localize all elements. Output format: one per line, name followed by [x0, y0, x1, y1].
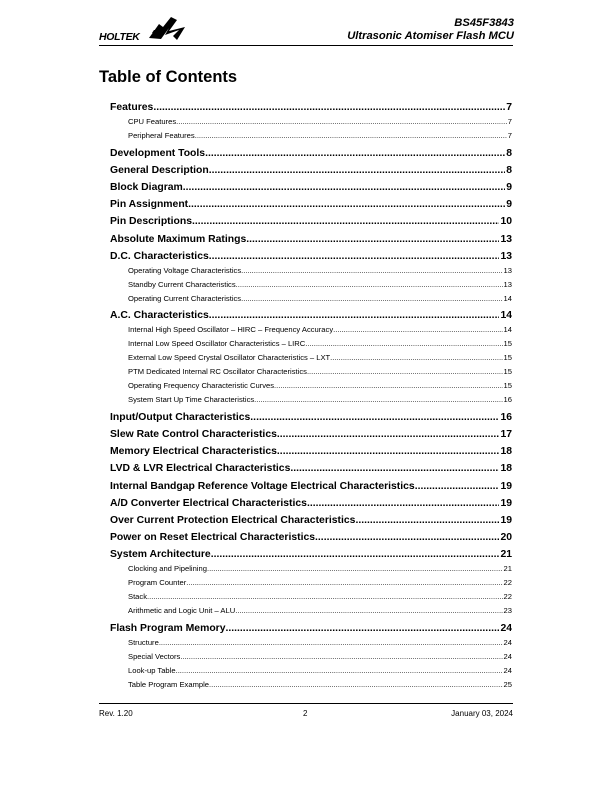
- toc-entry[interactable]: [110, 429, 512, 441]
- toc-entry[interactable]: [128, 265, 512, 277]
- toc-leader-dots: [274, 380, 503, 392]
- product-name: Ultrasonic Atomiser Flash MCU: [347, 29, 514, 42]
- toc-entry[interactable]: [110, 463, 512, 475]
- toc-entry-label: Slew Rate Control Characteristics: [110, 428, 277, 440]
- toc-entry-page: 19: [500, 514, 512, 526]
- brand-text: HOLTEK: [99, 31, 140, 43]
- toc-entry[interactable]: [128, 293, 512, 305]
- toc-entry-page: 24: [503, 637, 512, 647]
- toc-entry[interactable]: [128, 324, 512, 336]
- toc-entry-page: 8: [506, 164, 512, 176]
- holtek-logo: [99, 14, 189, 44]
- toc-leader-dots: [415, 481, 500, 493]
- toc-entry-page: 9: [506, 181, 512, 193]
- toc-entry-label: Block Diagram: [110, 181, 183, 193]
- toc-entry[interactable]: [110, 148, 512, 160]
- toc-leader-dots: [305, 338, 502, 350]
- toc-leader-dots: [250, 412, 499, 424]
- toc-entry[interactable]: [128, 279, 512, 291]
- toc-leader-dots: [183, 182, 505, 194]
- toc-entry[interactable]: [110, 251, 512, 263]
- toc-leader-dots: [235, 605, 502, 617]
- toc-leader-dots: [254, 394, 502, 406]
- toc-leader-dots: [307, 498, 500, 510]
- toc-entry-label: D.C. Characteristics: [110, 250, 209, 262]
- toc-leader-dots: [241, 265, 502, 277]
- toc-entry-label: Power on Reset Electrical Characteristics: [110, 532, 316, 544]
- toc-entry[interactable]: [110, 234, 512, 246]
- toc-entry-label: Internal High Speed Oscillator – HIRC – Frequency Accuracy: [128, 325, 334, 335]
- toc-leader-dots: [209, 251, 500, 263]
- toc-leader-dots: [207, 563, 503, 575]
- toc-entry-label: General Description: [110, 164, 209, 176]
- page-number: 2: [303, 709, 308, 718]
- toc-entry[interactable]: [128, 605, 512, 617]
- logo-mark-icon: [149, 17, 185, 40]
- toc-entry-page: 16: [500, 411, 512, 423]
- toc-entry-page: 9: [506, 199, 512, 211]
- part-number: BS45F3843: [454, 17, 514, 29]
- toc-entry-page: 13: [503, 279, 512, 289]
- toc-entry[interactable]: [110, 549, 512, 561]
- toc-leader-dots: [205, 148, 505, 160]
- toc-entry[interactable]: [128, 366, 512, 378]
- toc-entry-label: Structure: [128, 637, 159, 647]
- toc-entry[interactable]: [128, 651, 512, 663]
- toc-entry[interactable]: [110, 216, 512, 228]
- toc-entry-page: 22: [503, 592, 512, 602]
- toc-entry[interactable]: [128, 394, 512, 406]
- toc-entry-label: Pin Assignment: [110, 199, 189, 211]
- toc-entry[interactable]: [110, 498, 512, 510]
- toc-entry[interactable]: [110, 165, 512, 177]
- toc-leader-dots: [277, 446, 500, 458]
- toc-entry-page: 15: [503, 339, 512, 349]
- toc-entry[interactable]: [128, 352, 512, 364]
- toc-entry-label: PTM Dedicated Internal RC Oscillator Characteristics: [128, 367, 307, 377]
- toc-leader-dots: [159, 637, 503, 649]
- toc-entry-label: Flash Program Memory: [110, 622, 226, 634]
- toc-entry[interactable]: [128, 338, 512, 350]
- toc-leader-dots: [209, 679, 503, 691]
- toc-entry[interactable]: [110, 310, 512, 322]
- toc-entry[interactable]: [128, 591, 512, 603]
- toc-entry-page: 8: [506, 147, 512, 159]
- toc-leader-dots: [333, 324, 502, 336]
- toc-entry[interactable]: [110, 515, 512, 527]
- toc-entry-label: Operating Frequency Characteristic Curves: [128, 381, 275, 391]
- toc-entry-page: 15: [503, 353, 512, 363]
- document-date: January 03, 2024: [451, 709, 513, 718]
- toc-leader-dots: [180, 651, 502, 663]
- toc-entry-label: Look-up Table: [128, 665, 176, 675]
- toc-entry-page: 20: [500, 532, 512, 544]
- toc-entry-label: Arithmetic and Logic Unit – ALU: [128, 606, 236, 616]
- toc-entry-label: Program Counter: [128, 578, 187, 588]
- toc-entry-label: Internal Low Speed Oscillator Characteristics – LIRC: [128, 339, 306, 349]
- toc-entry-page: 13: [500, 233, 512, 245]
- toc-entry[interactable]: [110, 481, 512, 493]
- toc-leader-dots: [209, 310, 500, 322]
- toc-entry[interactable]: [110, 532, 512, 544]
- toc-entry[interactable]: [128, 679, 512, 691]
- toc-entry-label: Input/Output Characteristics: [110, 411, 251, 423]
- toc-leader-dots: [211, 549, 500, 561]
- toc-entry-label: A.C. Characteristics: [110, 310, 209, 322]
- toc-entry[interactable]: [110, 412, 512, 424]
- toc-entry-label: Absolute Maximum Ratings: [110, 233, 247, 245]
- toc-entry-label: Special Vectors: [128, 651, 181, 661]
- toc-entry[interactable]: [128, 665, 512, 677]
- toc-entry[interactable]: [110, 199, 512, 211]
- toc-entry-page: 7: [507, 117, 512, 126]
- toc-entry[interactable]: [128, 116, 512, 128]
- toc-entry-page: 22: [503, 578, 512, 588]
- document-header: [347, 17, 514, 42]
- toc-entry-page: 25: [503, 679, 512, 689]
- toc-entry-label: Operating Current Characteristics: [128, 293, 242, 303]
- toc-entry-label: Memory Electrical Characteristics: [110, 446, 277, 458]
- toc-leader-dots: [186, 577, 502, 589]
- toc-leader-dots: [277, 429, 500, 441]
- toc-entry-page: 24: [503, 665, 512, 675]
- toc-entry-page: 17: [500, 428, 512, 440]
- toc-entry-page: 15: [503, 367, 512, 377]
- toc-entry-label: Operating Voltage Characteristics: [128, 265, 242, 275]
- toc-entry-label: LVD & LVR Electrical Characteristics: [110, 463, 291, 475]
- toc-leader-dots: [195, 130, 507, 142]
- toc-entry-page: 7: [507, 131, 512, 140]
- toc-entry[interactable]: [110, 182, 512, 194]
- toc-entry-page: 16: [503, 395, 512, 405]
- toc-entry[interactable]: [128, 637, 512, 649]
- toc-entry-label: Standby Current Characteristics: [128, 279, 236, 289]
- toc-entry-page: 23: [503, 606, 512, 616]
- toc-entry-page: 18: [500, 463, 512, 475]
- toc-leader-dots: [330, 352, 502, 364]
- header-divider: [99, 45, 513, 46]
- toc-leader-dots: [209, 165, 505, 177]
- toc-entry-label: Pin Descriptions: [110, 216, 192, 228]
- toc-entry-label: Internal Bandgap Reference Voltage Electrical Characteristics: [110, 480, 415, 492]
- toc-entry[interactable]: [128, 130, 512, 142]
- toc-leader-dots: [236, 279, 503, 291]
- toc-entry-label: Over Current Protection Electrical Characteristics: [110, 514, 356, 526]
- toc-entry-label: External Low Speed Crystal Oscillator Characteristics – LXT: [128, 353, 331, 363]
- toc-entry-label: CPU Features: [128, 117, 177, 126]
- toc-entry-page: 21: [503, 564, 512, 574]
- toc-entry-page: 19: [500, 497, 512, 509]
- revision: Rev. 1.20: [99, 709, 133, 718]
- toc-entry-label: Development Tools: [110, 147, 206, 159]
- toc-entry[interactable]: [128, 563, 512, 575]
- toc-leader-dots: [147, 591, 503, 603]
- toc-entry-page: 15: [503, 381, 512, 391]
- toc-entry-label: Clocking and Pipelining: [128, 564, 207, 574]
- toc-entry-label: Stack: [128, 592, 147, 602]
- toc-leader-dots: [290, 463, 499, 475]
- toc-entry-label: Table Program Example: [128, 679, 210, 689]
- toc-leader-dots: [307, 366, 503, 378]
- toc-leader-dots: [355, 515, 499, 527]
- toc-entry-page: 21: [500, 549, 512, 561]
- toc-entry[interactable]: [128, 380, 512, 392]
- toc-leader-dots: [176, 116, 507, 128]
- toc-entry-page: 14: [503, 293, 512, 303]
- toc-entry[interactable]: [110, 623, 512, 635]
- toc-leader-dots: [192, 216, 499, 228]
- toc-entry-label: A/D Converter Electrical Characteristics: [110, 497, 307, 509]
- toc-entry-page: 18: [500, 446, 512, 458]
- toc-leader-dots: [315, 532, 499, 544]
- toc-entry[interactable]: [110, 446, 512, 458]
- toc-leader-dots: [188, 199, 505, 211]
- toc-leader-dots: [241, 293, 502, 305]
- page-title: Table of Contents: [99, 68, 238, 86]
- toc-entry-label: System Start Up Time Characteristics: [128, 395, 255, 405]
- toc-entry[interactable]: [128, 577, 512, 589]
- toc-entry-label: System Architecture: [110, 549, 211, 561]
- toc-leader-dots: [153, 102, 505, 114]
- toc-leader-dots: [225, 623, 499, 635]
- toc-entry-page: 13: [500, 250, 512, 262]
- toc-entry-page: 14: [503, 325, 512, 335]
- toc-entry-page: 24: [500, 622, 512, 634]
- toc-entry-page: 10: [500, 216, 512, 228]
- toc-leader-dots: [246, 234, 499, 246]
- toc-entry-page: 24: [503, 651, 512, 661]
- toc-entry-page: 19: [500, 480, 512, 492]
- footer-divider: [99, 703, 513, 704]
- toc-entry-page: 14: [500, 310, 512, 322]
- toc-entry[interactable]: [110, 102, 512, 114]
- toc-entry-page: 7: [506, 102, 512, 113]
- toc-entry-label: Peripheral Features: [128, 131, 195, 140]
- toc-entry-label: Features: [110, 102, 154, 113]
- toc-leader-dots: [176, 665, 503, 677]
- toc-entry-page: 13: [503, 265, 512, 275]
